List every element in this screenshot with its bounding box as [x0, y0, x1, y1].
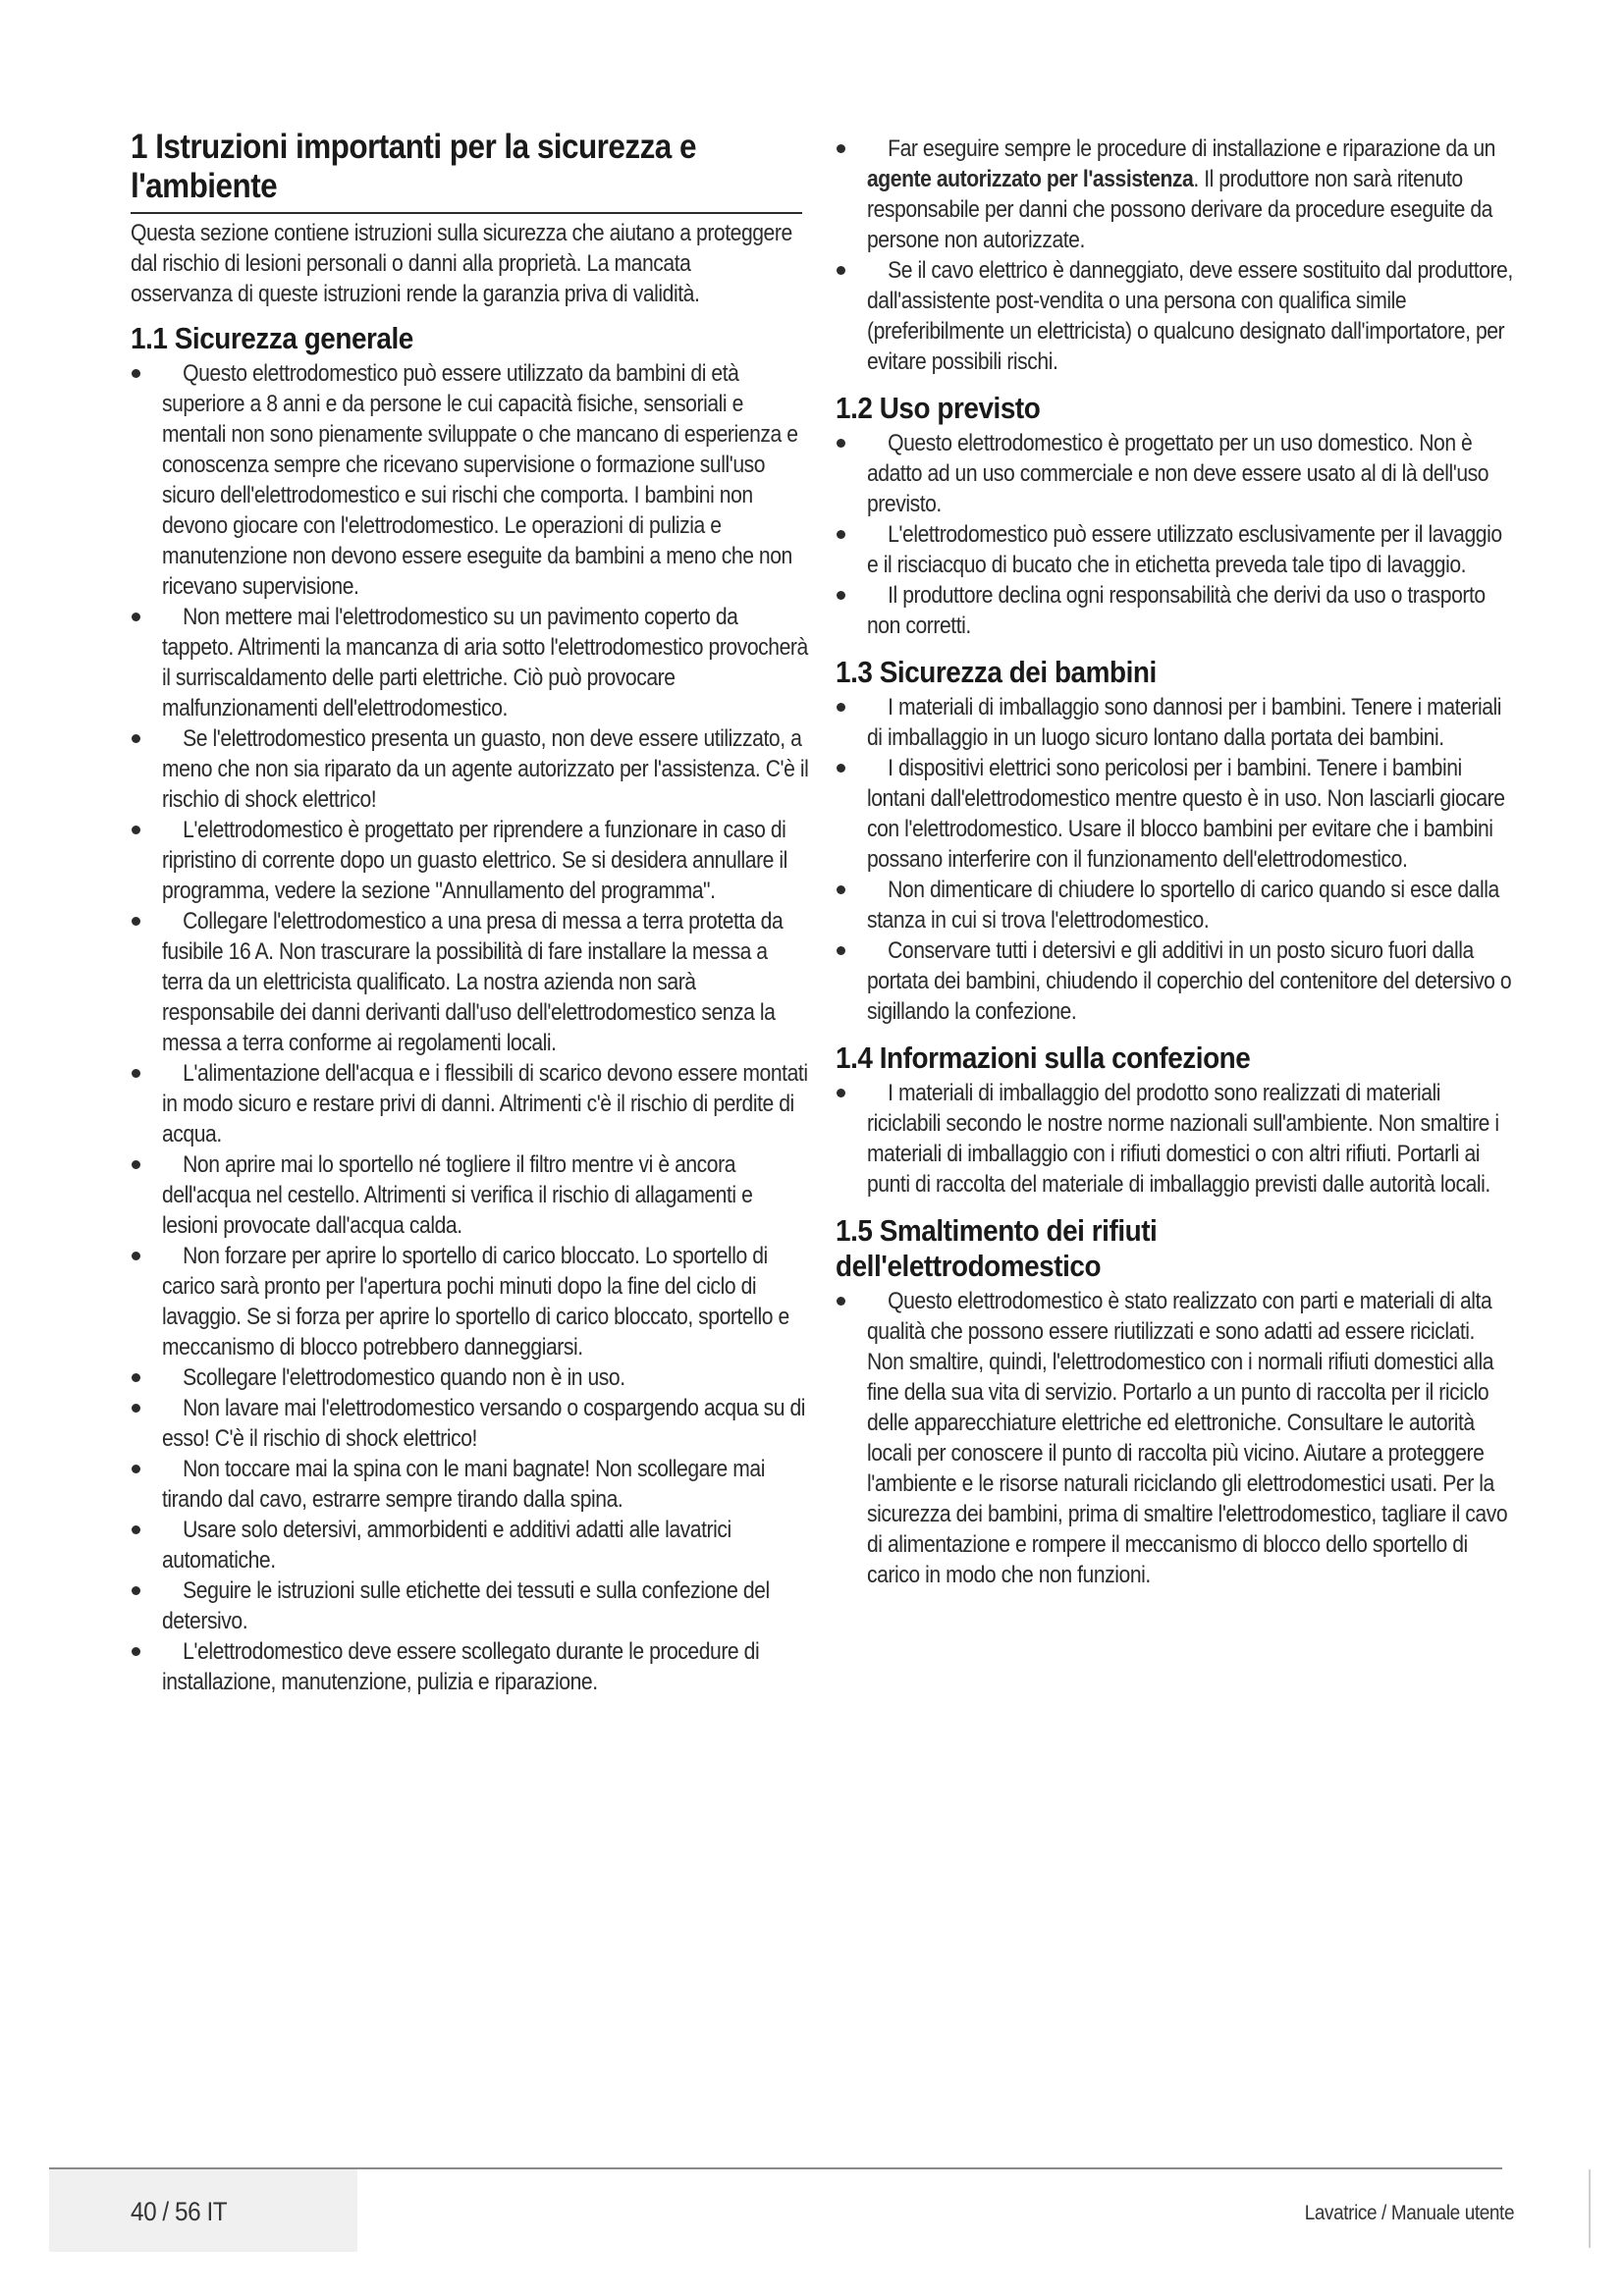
bullet-icon — [837, 946, 845, 955]
list-item: Non forzare per aprire lo sportello di carico bloccato. Lo sportello di carico sarà pronto per l'apertura pochi minuti dopo la fine del ciclo di lavaggio. Se si forza per aprire lo sportello di carico bloccato, sportello e meccanismo di blocco potrebbero danneggiarsi. — [131, 1241, 815, 1362]
bullet-icon — [132, 613, 140, 621]
list-item: Se il cavo elettrico è danneggiato, deve essere sostituito dal produttore, dall'assistente post-vendita o una persona con qualifica simile (preferibilmente un elettricista) o qualcuno designato dall'importatore, per evitare possibili rischi. — [836, 255, 1523, 377]
list-item: I dispositivi elettrici sono pericolosi per i bambini. Tenere i bambini lontani dall'elettrodomestico mentre questo è in uso. Non lasciarli giocare con l'elettrodomestico. Usare il blocco bambini per evitare che i bambini possano interferire con il funzionamento dell'elettrodomestico. — [836, 753, 1523, 875]
chapter-intro: Questa sezione contiene istruzioni sulla sicurezza che aiutano a proteggere dal rischio di lesioni personali o danni alla proprietà. La mancata osservanza di queste istruzioni rende la garanzia priva di validità. — [131, 220, 792, 307]
disposal-list — [836, 1286, 1523, 1590]
list-item: Usare solo detersivi, ammorbidenti e additivi adatti alle lavatrici automatiche. — [131, 1515, 815, 1575]
authorized-agent-emphasis: agente autorizzato per l'assistenza — [867, 166, 1194, 192]
bullet-icon — [837, 530, 845, 539]
list-item: Questo elettrodomestico è progettato per un uso domestico. Non è adatto ad un uso commerciale e non deve essere usato al di là dell'uso previsto. — [836, 428, 1523, 519]
list-item: Conservare tutti i detersivi e gli additivi in un posto sicuro fuori dalla portata dei bambini, chiudendo il coperchio del contenitore del detersivo o sigillando la confezione. — [836, 935, 1523, 1027]
list-item: Non mettere mai l'elettrodomestico su un pavimento coperto da tappeto. Altrimenti la mancanza di aria sotto l'elettrodomestico provocherà il surriscaldamento delle parti elettriche. Ciò può provocare malfunzionamenti dell'elettrodomestico. — [131, 602, 815, 723]
bullet-icon — [132, 1647, 140, 1656]
bullet-icon — [132, 1069, 140, 1078]
bullet-icon — [132, 1160, 140, 1169]
general-safety-list-continued — [836, 133, 1523, 377]
list-item: Il produttore declina ogni responsabilità che derivi da uso o trasporto non corretti. — [836, 580, 1523, 641]
bullet-icon — [132, 826, 140, 834]
footer-doc-title: Lavatrice / Manuale utente — [1304, 2202, 1514, 2224]
general-safety-list — [131, 358, 815, 1697]
list-item: Questo elettrodomestico può essere utilizzato da bambini di età superiore a 8 anni e da persone le cui capacità fisiche, sensoriali e mentali non sono pienamente sviluppate o che mancano di esperienza e conoscenza sempre che ricevano supervisione o formazione sull'uso sicuro dell'elettrodomestico e sui rischi che comporta. I bambini non devono giocare con l'elettrodomestico. Le operazioni di pulizia e manutenzione non devono essere eseguite da bambini a meno che non ricevano supervisione. — [131, 358, 815, 602]
bullet-icon — [132, 1404, 140, 1413]
bullet-icon — [837, 764, 845, 773]
chapter-divider — [131, 212, 802, 214]
list-item: I materiali di imballaggio sono dannosi per i bambini. Tenere i materiali di imballaggio in un luogo sicuro lontano dalla portata dei bambini. — [836, 692, 1523, 753]
bullet-icon — [837, 439, 845, 448]
list-item: Se l'elettrodomestico presenta un guasto, non deve essere utilizzato, a meno che non sia riparato da un agente autorizzato per l'assistenza. C'è il rischio di shock elettrico! — [131, 723, 815, 815]
bullet-icon — [837, 1089, 845, 1097]
chapter-title: 1 Istruzioni importanti per la sicurezza e l'ambiente — [131, 128, 696, 205]
section-title-intended-use: 1.2 Uso previsto — [836, 391, 1041, 425]
bullet-icon — [837, 591, 845, 600]
list-item: L'elettrodomestico deve essere scollegato durante le procedure di installazione, manutenzione, pulizia e riparazione. — [131, 1636, 815, 1697]
intended-use-list — [836, 428, 1523, 641]
list-item: Collegare l'elettrodomestico a una presa di messa a terra protetta da fusibile 16 A. Non trascurare la possibilità di fare installare la messa a terra da un elettricista qualificato. La nostra azienda non sarà responsabile dei danni derivanti dall'uso dell'elettrodomestico senza la messa a terra conforme ai regolamenti locali. — [131, 906, 815, 1058]
list-item: Questo elettrodomestico è stato realizzato con parti e materiali di alta qualità che possono essere riutilizzati e sono adatti ad essere riciclati. Non smaltire, quindi, l'elettrodomestico con i normali rifiuti domestici alla fine della sua vita di servizio. Portarlo a un punto di raccolta per il riciclo delle apparecchiature elettriche ed elettroniche. Consultare le autorità locali per conoscere il punto di raccolta più vicino. Aiutare a proteggere l'ambiente e le risorse naturali riciclando gli elettrodomestici usati. Per la sicurezza dei bambini, prima di smaltire l'elettrodomestico, tagliare il cavo di alimentazione e rompere il meccanismo di blocco dello sportello di carico in modo che non funzioni. — [836, 1286, 1523, 1590]
list-item: Non toccare mai la spina con le mani bagnate! Non scollegare mai tirando dal cavo, estrarre sempre tirando dalla spina. — [131, 1454, 815, 1515]
section-title-disposal: 1.5 Smaltimento dei rifiuti dell'elettrodomestico — [836, 1213, 1158, 1283]
list-item: Seguire le istruzioni sulle etichette dei tessuti e sulla confezione del detersivo. — [131, 1575, 815, 1636]
section-title-packaging-info: 1.4 Informazioni sulla confezione — [836, 1041, 1251, 1075]
bullet-icon — [837, 885, 845, 894]
bullet-icon — [837, 144, 845, 153]
bullet-icon — [132, 1373, 140, 1382]
section-title-general-safety: 1.1 Sicurezza generale — [131, 321, 413, 355]
list-item: Far eseguire sempre le procedure di installazione e riparazione da un agente autorizzato per l'assistenza. Il produttore non sarà ritenuto responsabile per danni che possono derivare da procedure eseguite da persone non autorizzate. — [836, 133, 1523, 255]
list-item: Non dimenticare di chiudere lo sportello di carico quando si esce dalla stanza in cui si trova l'elettrodomestico. — [836, 875, 1523, 935]
bullet-icon — [132, 734, 140, 743]
section-title-child-safety: 1.3 Sicurezza dei bambini — [836, 655, 1157, 689]
bullet-icon — [132, 917, 140, 926]
list-item: I materiali di imballaggio del prodotto sono realizzati di materiali riciclabili secondo le nostre norme nazionali sull'ambiente. Non smaltire i materiali di imballaggio con i rifiuti domestici o con altri rifiuti. Portarli ai punti di raccolta del materiale di imballaggio previsti dalle autorità locali. — [836, 1078, 1523, 1200]
list-item: Scollegare l'elettrodomestico quando non è in uso. — [131, 1362, 815, 1393]
bullet-icon — [837, 1297, 845, 1306]
list-item: L'alimentazione dell'acqua e i flessibili di scarico devono essere montati in modo sicuro e restare privi di danni. Altrimenti c'è il rischio di perdite di acqua. — [131, 1058, 815, 1149]
bullet-icon — [132, 1525, 140, 1534]
list-item: Non aprire mai lo sportello né togliere il filtro mentre vi è ancora dell'acqua nel cestello. Altrimenti si verifica il rischio di allagamenti e lesioni provocate dall'acqua calda. — [131, 1149, 815, 1241]
page-number: 40 / 56 IT — [131, 2197, 228, 2226]
bullet-icon — [837, 266, 845, 275]
bullet-icon — [132, 1252, 140, 1260]
page-edge-mark — [1589, 2169, 1591, 2248]
child-safety-list — [836, 692, 1523, 1027]
bullet-icon — [837, 703, 845, 712]
right-column — [836, 133, 1523, 1604]
left-column — [131, 128, 815, 1711]
bullet-icon — [132, 1586, 140, 1595]
bullet-icon — [132, 369, 140, 378]
bullet-icon — [132, 1465, 140, 1473]
packaging-info-list — [836, 1078, 1523, 1200]
list-item: Non lavare mai l'elettrodomestico versando o cospargendo acqua su di esso! C'è il rischio di shock elettrico! — [131, 1393, 815, 1454]
list-item: L'elettrodomestico può essere utilizzato esclusivamente per il lavaggio e il risciacquo di bucato che in etichetta preveda tale tipo di lavaggio. — [836, 519, 1523, 580]
list-item: L'elettrodomestico è progettato per riprendere a funzionare in caso di ripristino di corrente dopo un guasto elettrico. Se si desidera annullare il programma, vedere la sezione "Annullamento del programma". — [131, 815, 815, 906]
